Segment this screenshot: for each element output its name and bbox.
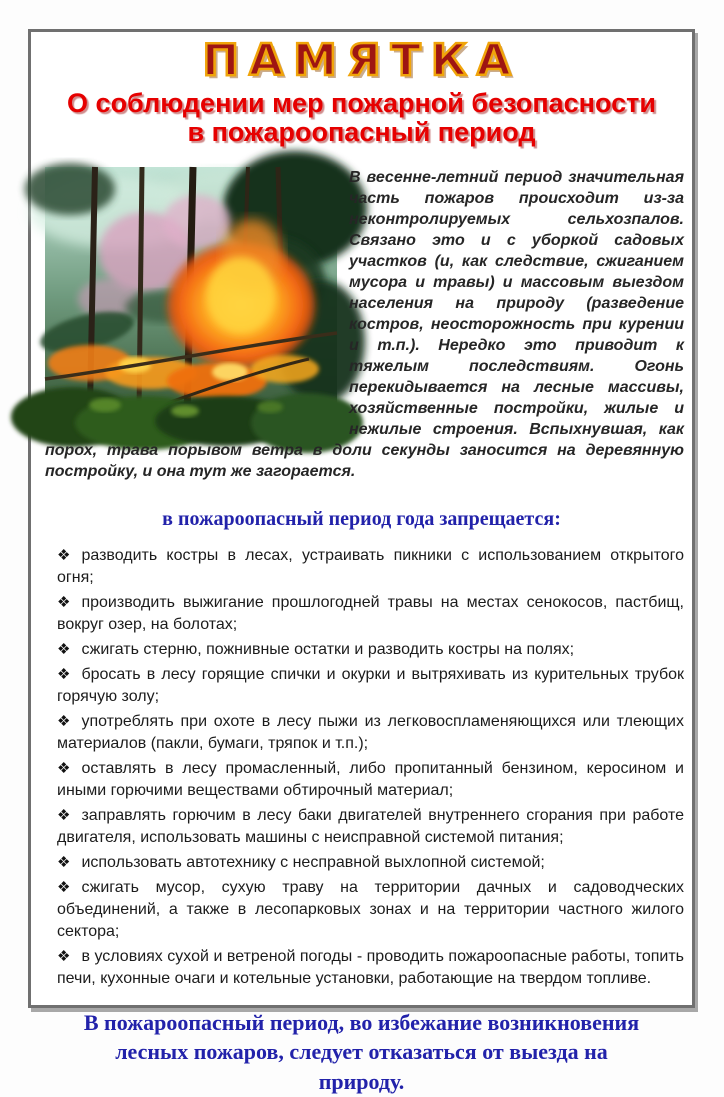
diamond-bullet-icon: ❖ bbox=[57, 878, 71, 896]
memo-subtitle-line2: в пожароопасный период bbox=[187, 117, 536, 147]
intro-section bbox=[45, 167, 684, 482]
list-item bbox=[57, 805, 684, 849]
list-item-text: использовать автотехнику с несправной выхлопной системой; bbox=[81, 853, 545, 871]
memo-subtitle bbox=[31, 89, 692, 146]
list-item bbox=[57, 592, 684, 636]
diamond-bullet-icon: ❖ bbox=[57, 759, 71, 777]
diamond-bullet-icon: ❖ bbox=[57, 712, 71, 730]
diamond-bullet-icon: ❖ bbox=[57, 853, 71, 871]
diamond-bullet-icon: ❖ bbox=[57, 947, 71, 965]
list-item bbox=[57, 877, 684, 943]
list-item-text: сжигать мусор, сухую траву на территории дачных и садоводческих объединений, а также в лесопарковых зонах и на территории частного жилого сектора; bbox=[57, 878, 684, 940]
intro-paragraph: В весенне-летний период значительная часть пожаров происходит из-за неконтролируемых сельхозпалов. Связано это и с уборкой садовых участков (и, как следствие, сжиганием мусора и травы) и массовым выездом населения на природу (разведение костров, неосторожность при курении и т.п.). Нередко это приводит к тяжелым последствиям. Огонь перекидывается на лесные массивы, хозяйственные постройки, жилые и нежилые строения. Вспыхнувшая, как порох, трава порывом ветра в доли секунды заносится на деревянную постройку, и она тут же загорается. bbox=[45, 168, 684, 480]
forest-fire-photo bbox=[45, 167, 337, 427]
memo-subtitle-line1: О соблюдении мер пожарной безопасности bbox=[67, 88, 656, 119]
list-item-text: заправлять горючим в лесу баки двигателей внутреннего сгорания при работе двигателя, использовать машины с неисправной системой питания; bbox=[57, 806, 684, 846]
diamond-bullet-icon: ❖ bbox=[57, 806, 71, 824]
list-item bbox=[57, 946, 684, 990]
diamond-bullet-icon: ❖ bbox=[57, 593, 71, 611]
list-item-text: употреблять при охоте в лесу пыжи из легковоспламеняющихся или тлеющих материалов (пакли, бумаги, тряпок и т.п.); bbox=[57, 712, 684, 752]
list-item-text: оставлять в лесу промасленный, либо пропитанный бензином, керосином и иными горючими веществами обтирочный материал; bbox=[57, 759, 684, 799]
list-item bbox=[57, 711, 684, 755]
list-item-text: сжигать стерню, пожнивные остатки и разводить костры на полях; bbox=[81, 640, 575, 658]
section-heading: в пожароопасный период года запрещается: bbox=[162, 507, 561, 530]
footer-warning: В пожароопасный период, во избежание возникновения лесных пожаров, следует отказаться от выезда на природу. bbox=[83, 1009, 640, 1094]
list-item bbox=[57, 852, 684, 874]
list-item-text: производить выжигание прошлогодней травы на местах сенокосов, пастбищ, вокруг озер, на болотах; bbox=[57, 593, 684, 633]
list-item-text: бросать в лесу горящие спички и окурки и вытряхивать из курительных трубок горячую золу; bbox=[57, 665, 684, 705]
page-border-frame bbox=[28, 29, 695, 1094]
diamond-bullet-icon: ❖ bbox=[57, 640, 71, 658]
diamond-bullet-icon: ❖ bbox=[57, 665, 71, 683]
diamond-bullet-icon: ❖ bbox=[57, 546, 71, 564]
memo-title: ПАМЯТКА bbox=[202, 35, 521, 86]
list-item bbox=[57, 758, 684, 802]
list-item bbox=[57, 664, 684, 708]
list-item bbox=[57, 639, 684, 661]
prohibited-actions-list bbox=[57, 545, 684, 990]
list-item-text: разводить костры в лесах, устраивать пикники с использованием открытого огня; bbox=[57, 546, 684, 586]
list-item bbox=[57, 545, 684, 589]
list-item-text: в условиях сухой и ветреной погоды - проводить пожароопасные работы, топить печи, кухонные очаги и котельные установки, работающие на твердом топливе. bbox=[57, 947, 684, 987]
